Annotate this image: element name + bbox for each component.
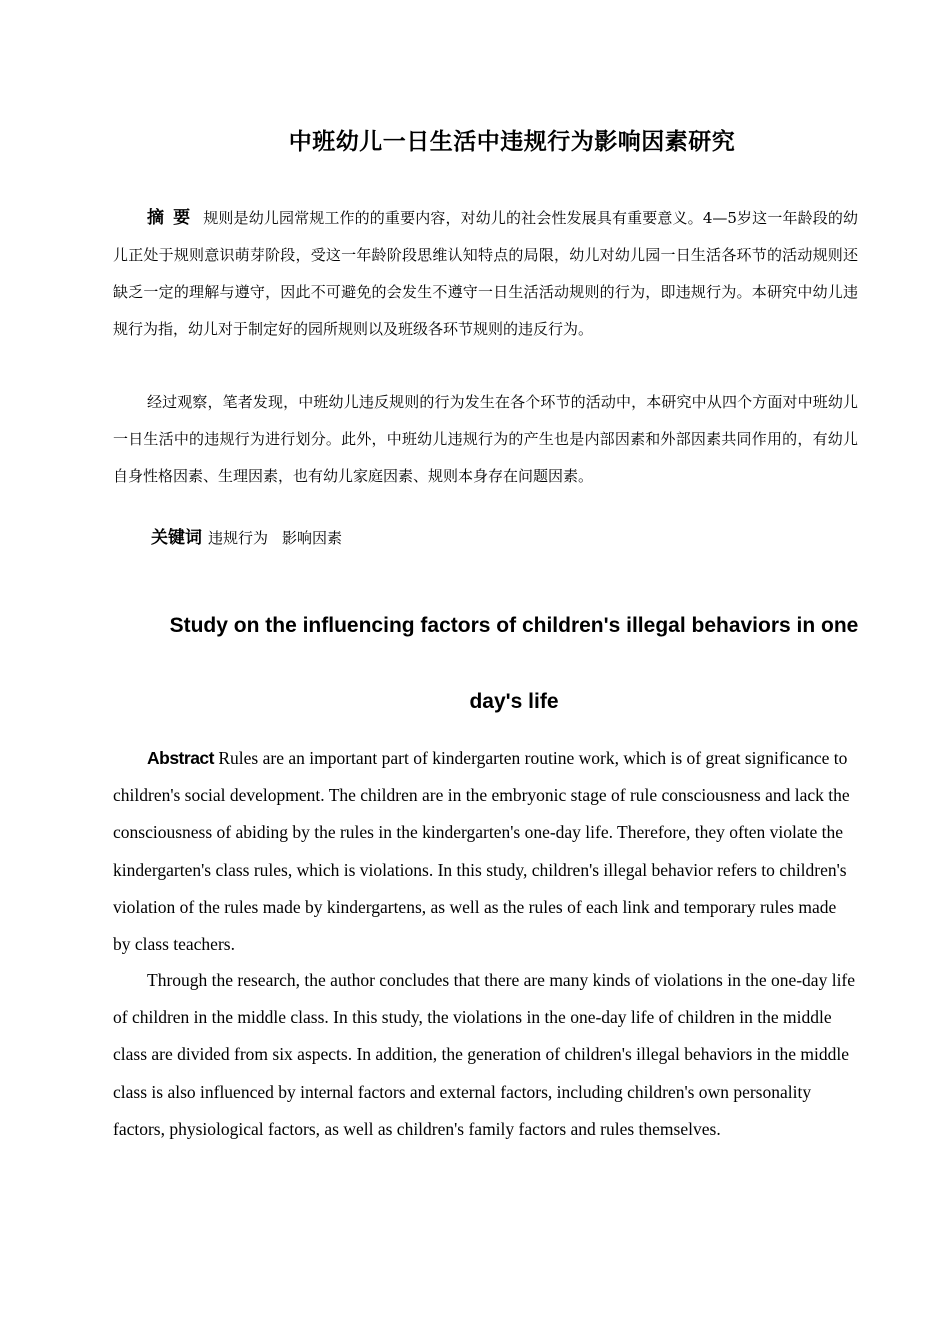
chinese-title: 中班幼儿一日生活中违规行为影响因素研究 — [288, 129, 736, 155]
english-abstract-paragraph-2: Through the research, the author concludes that there are many kinds of violations in the one-day life of children in the middle class. In this study, the violations in the one-day life of children in the middle class are divided from six aspects. In addition, the generation of children's illegal behaviors in the middle class is also influenced by internal factors and external factors, including children's own personality factors, physiological factors, as well as children's family factors and rules themselves. — [113, 970, 856, 1139]
chinese-abstract-paragraph-1 — [113, 200, 858, 348]
chinese-abstract-label: 摘要 — [147, 208, 200, 228]
chinese-keywords-label: 关键词 — [151, 528, 202, 548]
chinese-abstract-text-1: 规则是幼儿园常规工作的的重要内容，对幼儿的社会性发展具有重要意义。4—5岁这一年龄段的幼儿正处于规则意识萌芽阶段，受这一年龄阶段思维认知特点的局限，幼儿对幼儿园一日生活各环节的活动规则还缺乏一定的理解与遵守，因此不可避免的会发生不遵守一日生活活动规则的行为，即违规行为。本研究中幼儿违规行为指，幼儿对于制定好的园所规则以及班级各环节规则的违反行为。 — [113, 209, 859, 338]
keyword-item: 违规行为 — [208, 529, 269, 547]
english-abstract-label: Abstract — [147, 748, 214, 768]
chinese-abstract-paragraph-2: 经过观察，笔者发现，中班幼儿违反规则的行为发生在各个环节的活动中，本研究中从四个方面对中班幼儿一日生活中的违规行为进行划分。此外，中班幼儿违规行为的产生也是内部因素和外部因素共同作用的，有幼儿自身性格因素、生理因素，也有幼儿家庭因素、规则本身存在问题因素。 — [113, 393, 858, 485]
english-abstract-text-1: Rules are an important part of kindergarten routine work, which is of great significance to children's social development. The children are in the embryonic stage of rule consciousness and lack the consciousness of abiding by the rules in the kindergarten's one-day life. Therefore, they often violate the kindergarten's class rules, which is violations. In this study, children's illegal behavior refers to children's violation of the rules made by kindergartens, as well as the rules of each link and temporary rules made by class teachers. — [113, 748, 850, 955]
chinese-keywords — [151, 520, 851, 556]
keyword-item: 影响因素 — [282, 529, 343, 547]
english-abstract-paragraph-1 — [113, 740, 858, 963]
english-title: Study on the influencing factors of children's illegal behaviors in one day's life — [169, 614, 859, 713]
